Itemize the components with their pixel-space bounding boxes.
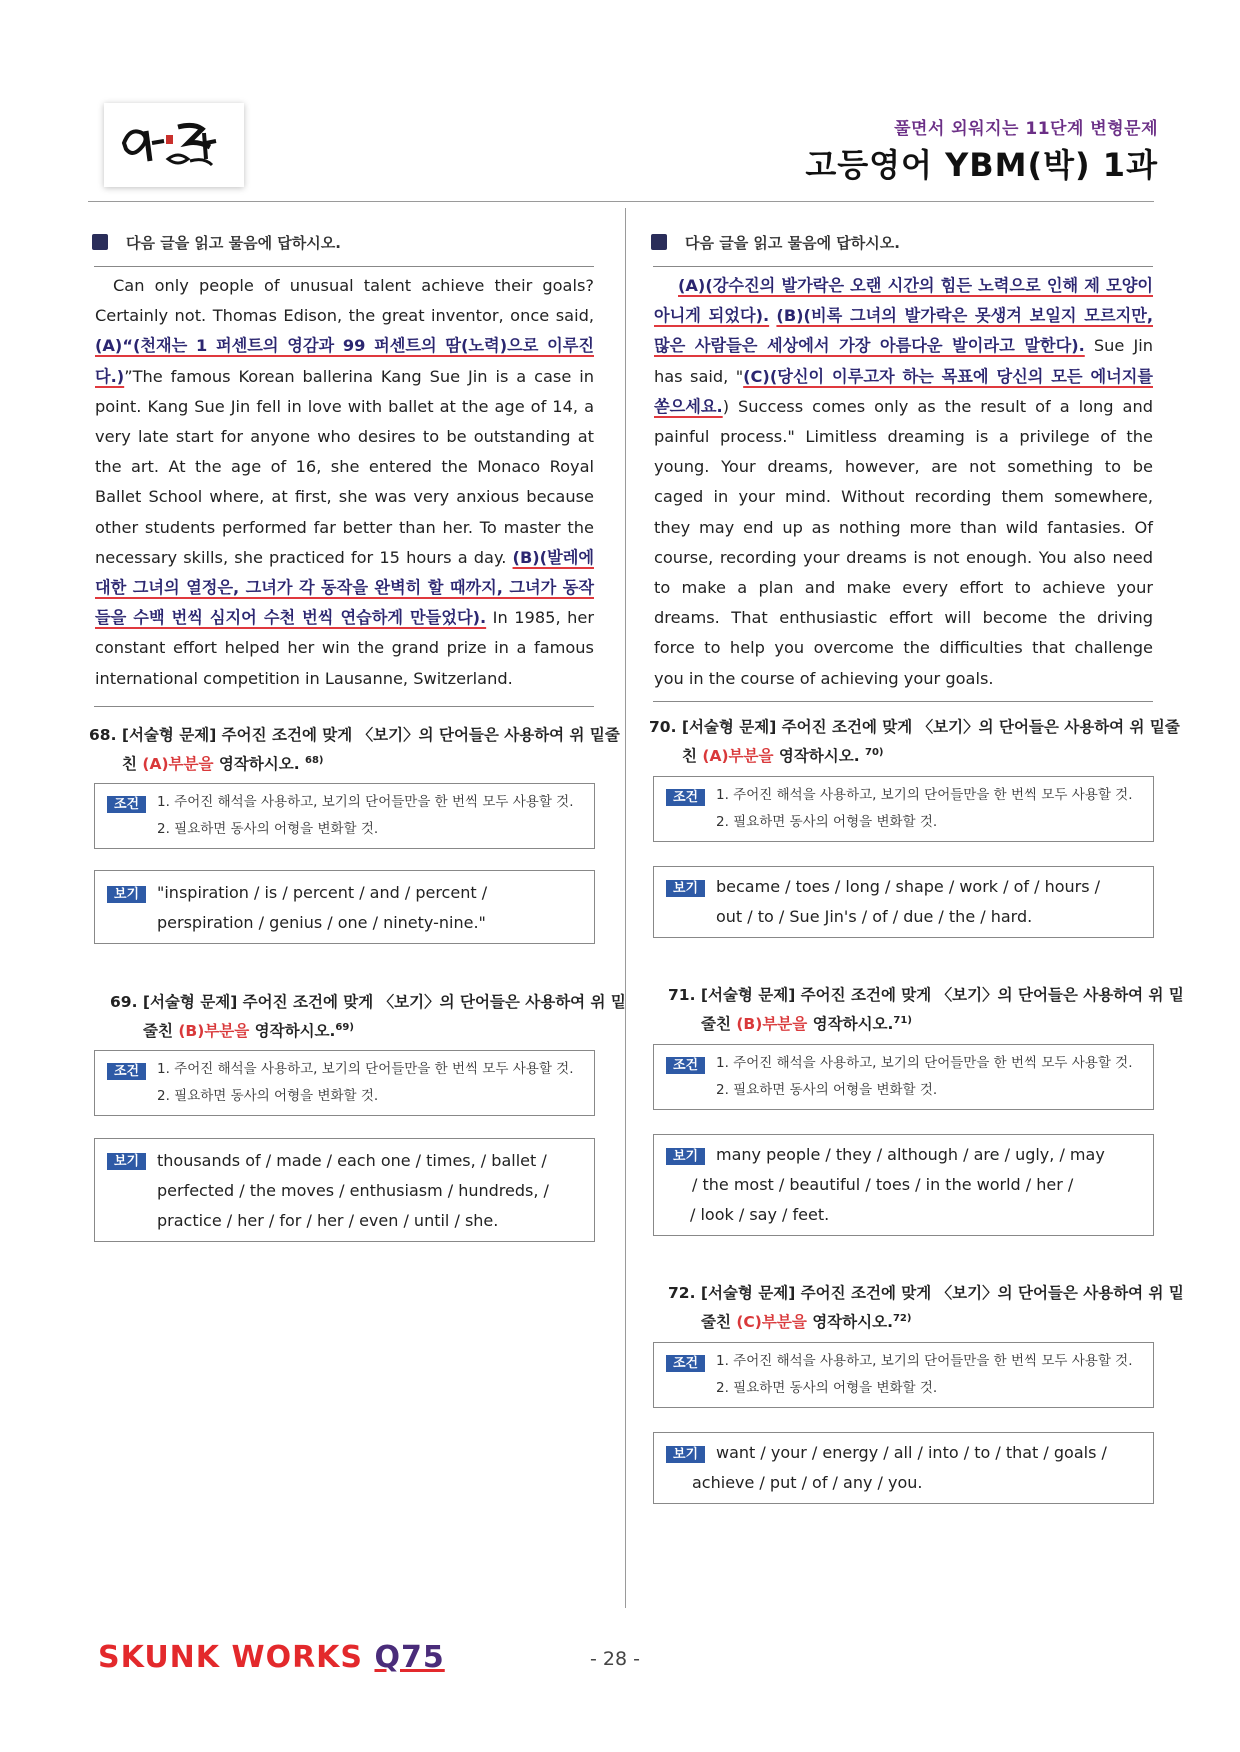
q69-footnote: 69) bbox=[335, 1022, 354, 1033]
word-bank-line-2: out / to / Sue Jin's / of / due / the / hard. bbox=[716, 907, 1033, 926]
right-passage-top-rule bbox=[653, 266, 1153, 267]
q68-word-bank bbox=[94, 870, 595, 944]
right-instruction-text: 다음 글을 읽고 물음에 답하시오. bbox=[685, 234, 900, 252]
q68-prompt-end: 영작하시오. bbox=[213, 755, 306, 774]
q71-condition-box bbox=[653, 1044, 1154, 1110]
footer-brand-text: SKUNK WORKS bbox=[98, 1640, 375, 1675]
q70-footnote: 70) bbox=[865, 747, 884, 758]
condition-tag: 조건 bbox=[107, 1063, 146, 1080]
right-passage bbox=[654, 271, 1153, 694]
word-bank-line-1: thousands of / made / each one / times, / ballet / bbox=[157, 1151, 547, 1170]
q70-prompt: 70. [서술형 문제] 주어진 조건에 맞게 〈보기〉의 단어들은 사용하여 위 밑줄친 bbox=[649, 718, 1180, 766]
q71-target: (B)부분을 bbox=[736, 1015, 808, 1034]
question-69 bbox=[110, 989, 634, 1044]
page-title: 고등영어 YBM(박) 1과 bbox=[805, 146, 1158, 184]
condition-1: 1. 주어진 해석을 사용하고, 보기의 단어들만을 한 번씩 모두 사용할 것. bbox=[157, 794, 574, 810]
header-divider bbox=[88, 201, 1154, 202]
q69-prompt-end: 영작하시오. bbox=[249, 1022, 336, 1041]
q71-prompt-end: 영작하시오. bbox=[807, 1015, 894, 1034]
q69-prompt: 69. [서술형 문제] 주어진 조건에 맞게 〈보기〉의 단어들은 사용하여 위 밑줄친 bbox=[110, 993, 626, 1041]
q72-prompt-end: 영작하시오. bbox=[806, 1313, 893, 1332]
column-divider bbox=[625, 208, 626, 1608]
q72-prompt: 72. [서술형 문제] 주어진 조건에 맞게 〈보기〉의 단어들은 사용하여 위 밑줄친 bbox=[668, 1284, 1184, 1332]
q70-target: (A)부분을 bbox=[702, 747, 774, 766]
left-underline-a: (A)“(천재는 1 퍼센트의 영감과 99 퍼센트의 땀(노력)으로 이루진 다.) bbox=[95, 336, 594, 386]
question-68 bbox=[89, 722, 634, 777]
word-bank-line-3: practice / her / for / her / even / until / she. bbox=[157, 1211, 499, 1230]
q69-word-bank bbox=[94, 1138, 595, 1242]
q68-prompt: 68. [서술형 문제] 주어진 조건에 맞게 〈보기〉의 단어들은 사용하여 위 밑줄친 bbox=[89, 726, 620, 774]
word-bank-line-2: / the most / beautiful / toes / in the world / her / bbox=[692, 1175, 1074, 1194]
footer-brand-q75: Q75 bbox=[374, 1640, 445, 1675]
question-72 bbox=[668, 1280, 1194, 1335]
right-passage-text-2: ) Success comes only as the result of a long and painful process." Limitless dreaming is a privilege of the young. Your dreams, however, are not something to be caged in your mind. Without recording them somewhere, they may end up as nothing more than wild fantasies. Of course, recording your dreams is not enough. You also need to make a plan and make every effort to achieve your dreams. That enthusiastic effort will become the driving force to help you overcome the difficulties that challenge you in the course of achieving your goals. bbox=[654, 396, 1153, 688]
condition-2: 2. 필요하면 동사의 어형을 변화할 것. bbox=[716, 1082, 938, 1098]
condition-2: 2. 필요하면 동사의 어형을 변화할 것. bbox=[716, 1380, 938, 1396]
right-passage-text-1: Sue Jin has said, " bbox=[654, 336, 1153, 386]
question-70 bbox=[649, 714, 1194, 769]
right-underline-c: (C)(당신이 이루고자 하는 목표에 당신의 모든 에너지를 쏟으세요. bbox=[654, 366, 1153, 416]
footer-brand bbox=[98, 1640, 445, 1675]
q69-target: (B)부분을 bbox=[178, 1022, 250, 1041]
word-bank-line-2: perspiration / genius / one / ninety-nine." bbox=[157, 913, 486, 932]
word-bank-line-1: many people / they / although / are / ugly, / may bbox=[716, 1145, 1105, 1164]
q71-word-bank bbox=[653, 1134, 1154, 1236]
square-bullet-icon bbox=[92, 234, 108, 250]
left-instruction bbox=[92, 232, 341, 253]
logo-calligraphy-icon bbox=[116, 113, 232, 177]
q71-footnote: 71) bbox=[893, 1015, 912, 1026]
left-passage-text-1: Can only people of unusual talent achieve their goals? Certainly not. Thomas Edison, the great inventor, once said, bbox=[95, 276, 594, 326]
q69-condition-box bbox=[94, 1050, 595, 1116]
left-passage-bottom-rule bbox=[94, 706, 594, 707]
condition-1: 1. 주어진 해석을 사용하고, 보기의 단어들만을 한 번씩 모두 사용할 것. bbox=[716, 1353, 1133, 1369]
bogi-tag: 보기 bbox=[666, 1148, 705, 1165]
condition-tag: 조건 bbox=[666, 789, 705, 806]
right-instruction bbox=[651, 232, 900, 253]
condition-2: 2. 필요하면 동사의 어형을 변화할 것. bbox=[157, 1088, 379, 1104]
word-bank-line-3: / look / say / feet. bbox=[690, 1205, 830, 1224]
q72-footnote: 72) bbox=[892, 1313, 912, 1324]
page-number: - 28 - bbox=[590, 1648, 640, 1670]
condition-tag: 조건 bbox=[666, 1057, 705, 1074]
q70-word-bank bbox=[653, 866, 1154, 938]
word-bank-line-2: achieve / put / of / any / you. bbox=[692, 1473, 923, 1492]
bogi-tag: 보기 bbox=[666, 1446, 705, 1463]
condition-1: 1. 주어진 해석을 사용하고, 보기의 단어들만을 한 번씩 모두 사용할 것. bbox=[716, 787, 1133, 803]
q72-target: (C)부분을 bbox=[736, 1313, 807, 1332]
q71-prompt: 71. [서술형 문제] 주어진 조건에 맞게 〈보기〉의 단어들은 사용하여 위 밑줄친 bbox=[668, 986, 1184, 1034]
right-underline-b: (B)(비록 그녀의 발가락은 못생겨 보일지 모르지만, 많은 사람들은 세상에서 가장 아름다운 발이라고 말한다). bbox=[654, 306, 1153, 356]
header-subtitle: 풀면서 외워지는 11단계 변형문제 bbox=[894, 119, 1158, 139]
square-bullet-icon bbox=[651, 234, 667, 250]
word-bank-line-1: "inspiration / is / percent / and / percent / bbox=[157, 883, 488, 902]
q72-condition-box bbox=[653, 1342, 1154, 1408]
bogi-tag: 보기 bbox=[107, 886, 146, 903]
left-passage-text-3: In 1985, her constant effort helped her win the grand prize in a famous international competition in Lausanne, Switzerland. bbox=[95, 608, 595, 688]
right-underline-a: (A)(강수진의 발가락은 오랜 시간의 힘든 노력으로 인해 제 모양이 아니게 되었다). bbox=[654, 276, 1153, 326]
right-passage-bottom-rule bbox=[653, 701, 1153, 702]
question-71 bbox=[668, 982, 1194, 1037]
q72-word-bank bbox=[653, 1432, 1154, 1504]
word-bank-line-2: perfected / the moves / enthusiasm / hundreds, / bbox=[157, 1181, 549, 1200]
left-passage-top-rule bbox=[94, 266, 594, 267]
condition-1: 1. 주어진 해석을 사용하고, 보기의 단어들만을 한 번씩 모두 사용할 것. bbox=[716, 1055, 1133, 1071]
left-underline-b: (B)(발레에 대한 그녀의 열정은, 그녀가 각 동작을 완벽히 할 때까지, 그녀가 동작들을 수백 번씩 심지어 수천 번씩 연습하게 만들었다). bbox=[95, 547, 594, 628]
condition-tag: 조건 bbox=[107, 796, 146, 813]
left-passage-text-2: ”The famous Korean ballerina Kang Sue Jin is a case in point. Kang Sue Jin fell in love with ballet at the age of 14, a very late start for anyone who desires to be outstanding at the art. At the age of 16, she entered the Monaco Royal Ballet School where, at first, she was very anxious because other students performed far better than her. To master the necessary skills, she practiced for 15 hours a day. bbox=[95, 366, 594, 567]
bogi-tag: 보기 bbox=[666, 880, 705, 897]
word-bank-line-1: want / your / energy / all / into / to / that / goals / bbox=[716, 1443, 1107, 1462]
left-instruction-text: 다음 글을 읽고 물음에 답하시오. bbox=[126, 234, 341, 252]
logo bbox=[104, 103, 244, 187]
condition-tag: 조건 bbox=[666, 1355, 705, 1372]
q70-condition-box bbox=[653, 776, 1154, 842]
condition-2: 2. 필요하면 동사의 어형을 변화할 것. bbox=[716, 814, 938, 830]
word-bank-line-1: became / toes / long / shape / work / of / hours / bbox=[716, 877, 1101, 896]
left-passage bbox=[95, 271, 594, 694]
bogi-tag: 보기 bbox=[107, 1153, 146, 1170]
q68-target: (A)부분을 bbox=[142, 755, 214, 774]
q70-prompt-end: 영작하시오. bbox=[773, 747, 866, 766]
q68-condition-box bbox=[94, 783, 595, 849]
condition-2: 2. 필요하면 동사의 어형을 변화할 것. bbox=[157, 821, 379, 837]
condition-1: 1. 주어진 해석을 사용하고, 보기의 단어들만을 한 번씩 모두 사용할 것. bbox=[157, 1061, 574, 1077]
q68-footnote: 68) bbox=[305, 755, 324, 766]
